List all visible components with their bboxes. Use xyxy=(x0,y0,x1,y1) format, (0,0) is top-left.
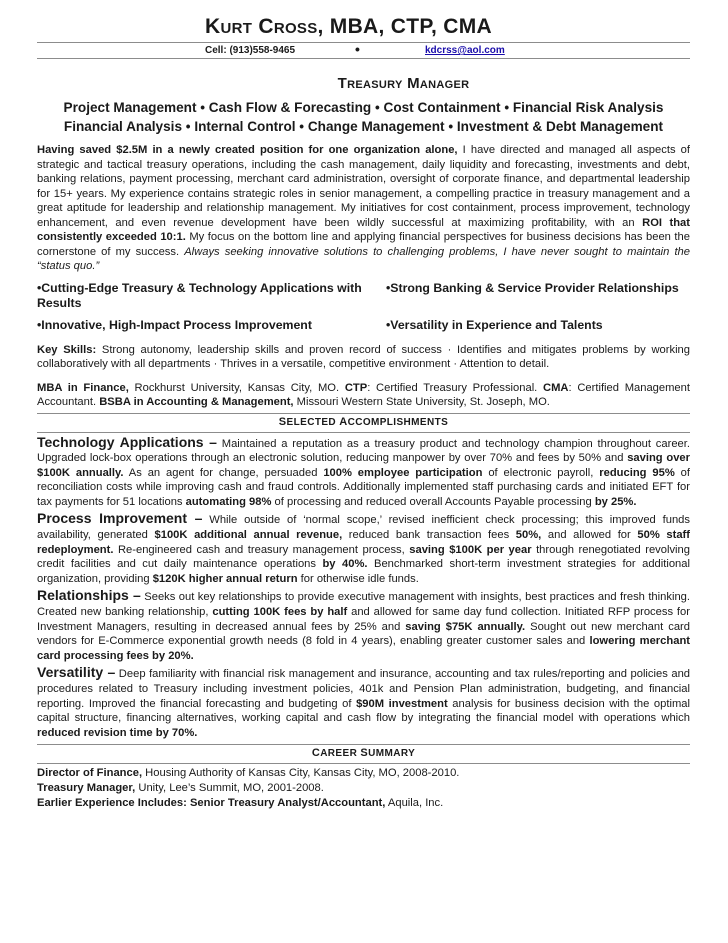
career-item: Director of Finance, Housing Authority of Kansas City, Kansas City, MO, 2008-2010. xyxy=(37,767,460,780)
contact-rule xyxy=(37,58,690,59)
keyword-line-2: Financial Analysis • Internal Control • Change Management • Investment & Debt Management xyxy=(63,119,664,134)
highlight-item: •Innovative, High-Impact Process Improvement xyxy=(37,317,312,332)
education: MBA in Finance, Rockhurst University, Kansas City, MO. CTP: Certified Treasury Professional. CMA: Certified Management Accountant. BSBA in Accounting & Management, Missouri Western State University, St. Joseph, MO. xyxy=(37,381,690,408)
candidate-name: KURT CROSS, MBA, CTP, CMA xyxy=(205,15,492,38)
accomplishment-process: Process Improvement – While outside of ‘normal scope,’ revised inefficient check processing; this improved funds availability, generated $100K additional annual revenue, reduced bank transaction fees 50%, and allowed for 50% staff redeployment. Re-engineered cash and treasury management process, saving $100K per year through renegotiated revolving credit facilities and cut daily maintenance operations by 40%. Benchmarked short-term investment strategies for additional organization, providing $120K higher annual return for otherwise idle funds. xyxy=(37,510,690,585)
highlight-item: •Versatility in Experience and Talents xyxy=(386,317,603,332)
highlights-grid xyxy=(37,281,690,333)
career-top-rule xyxy=(37,744,690,745)
career-heading: CAREER SUMMARY xyxy=(311,747,416,760)
highlight-item: •Cutting-Edge Treasury & Technology Applications with Results xyxy=(37,280,362,310)
contact-line xyxy=(205,43,690,58)
profile-summary: Having saved $2.5M in a newly created position for one organization alone, I have directed and managed all aspects of strategic and tactical treasury operations, including the cash management, daily liquidity and forecasting, investments and debt, banking relations, payment processing, merchant card administration, oversight of corporate finance, and departmental leadership for 15+ years. My experience contains strategic roles in senior management, a compelling practice in treasury management and a great aptitude for leadership and relationship management. My initiatives for cost containment, process improvement, technology enhancement, and even revenue development have been wildly successful at maximizing profitability, with an ROI that consistently exceeded 10:1. My focus on the bottom line and applying financial perspectives for business decisions has been the cornerstone of my success. Always seeking innovative solutions to challenging problems, I have never sought to maintain the “status quo.” xyxy=(37,144,691,272)
accomplishments-heading: SELECTED ACCOMPLISHMENTS xyxy=(278,415,449,428)
phone-number: Cell: (913)558-9465 xyxy=(205,45,296,56)
key-skills: Key Skills: Strong autonomy, leadership skills and proven record of success · Identifies and mitigates problems by working collaboratively with all departments · Thrives in a versatile, competitive environment · Attention to detail. xyxy=(37,343,690,370)
career-item: Treasury Manager, Unity, Lee’s Summit, MO, 2001-2008. xyxy=(37,782,324,795)
career-summary xyxy=(37,766,690,811)
career-bottom-rule xyxy=(37,763,690,764)
highlight-item: •Strong Banking & Service Provider Relationships xyxy=(386,280,679,295)
career-item: Earlier Experience Includes: Senior Treasury Analyst/Accountant, Aquila, Inc. xyxy=(37,797,444,810)
accomplishments-bottom-rule xyxy=(37,432,690,433)
resume-page xyxy=(37,14,690,811)
accomplishment-relationships: Relationships – Seeks out key relationships to provide executive management with insights, best practices and fresh thinking. Created new banking relationship, cutting 100K fees by half and allowed for same day fund collection. Initiated RFP process for Investment Managers, resulting in decreased annual fees by 25% and saving $75K annually. Sought out new merchant card vendors for E-Commerce exponential growth needs (8 fold in 4 years), enabling greater customer sales and lowering merchant card processing fees by 20%. xyxy=(37,587,690,662)
separator-bullet: • xyxy=(355,41,360,57)
email-link[interactable]: kdcrss@aol.com xyxy=(425,45,505,56)
keyword-line-1: Project Management • Cash Flow & Forecasting • Cost Containment • Financial Risk Analysis xyxy=(63,100,664,115)
job-title: TREASURY MANAGER xyxy=(337,75,470,92)
accomplishments-top-rule xyxy=(37,413,690,414)
keyword-banner xyxy=(37,98,690,136)
accomplishment-versatility: Versatility – Deep familiarity with financial risk management and insurance, accounting and tax rules/reporting and policies and procedures related to Treasury including investment policies, 401k and Pension Plan administration, budgeting, and financial reporting. Improved the financial forecasting and budgeting of $90M investment analysis for business decision with the optimal capital structure, financing alternatives, working capital and cash flow by integrating the financial model with operations which reduced revision time by 70%. xyxy=(37,664,691,739)
summary-tagline: Always seeking innovative solutions to challenging problems, I have never sought to maintain the “status quo.” xyxy=(37,245,691,272)
accomplishment-technology: Technology Applications – Maintained a reputation as a treasury product and technology champion throughout career. Upgraded lock-box operations through an electronic solution, reducing manpower by over 70% and fees by 50% and saving over $100K annually. As an agent for change, persuaded 100% employee participation of electronic payroll, reducing 95% of reconciliation costs while improving cash and fraud controls. Additionally implemented staff purchasing cards and initiated EFT for tax payments for 51 locations automating 98% of processing and reduced overall Accounts Payable processing by 25%. xyxy=(37,433,690,508)
